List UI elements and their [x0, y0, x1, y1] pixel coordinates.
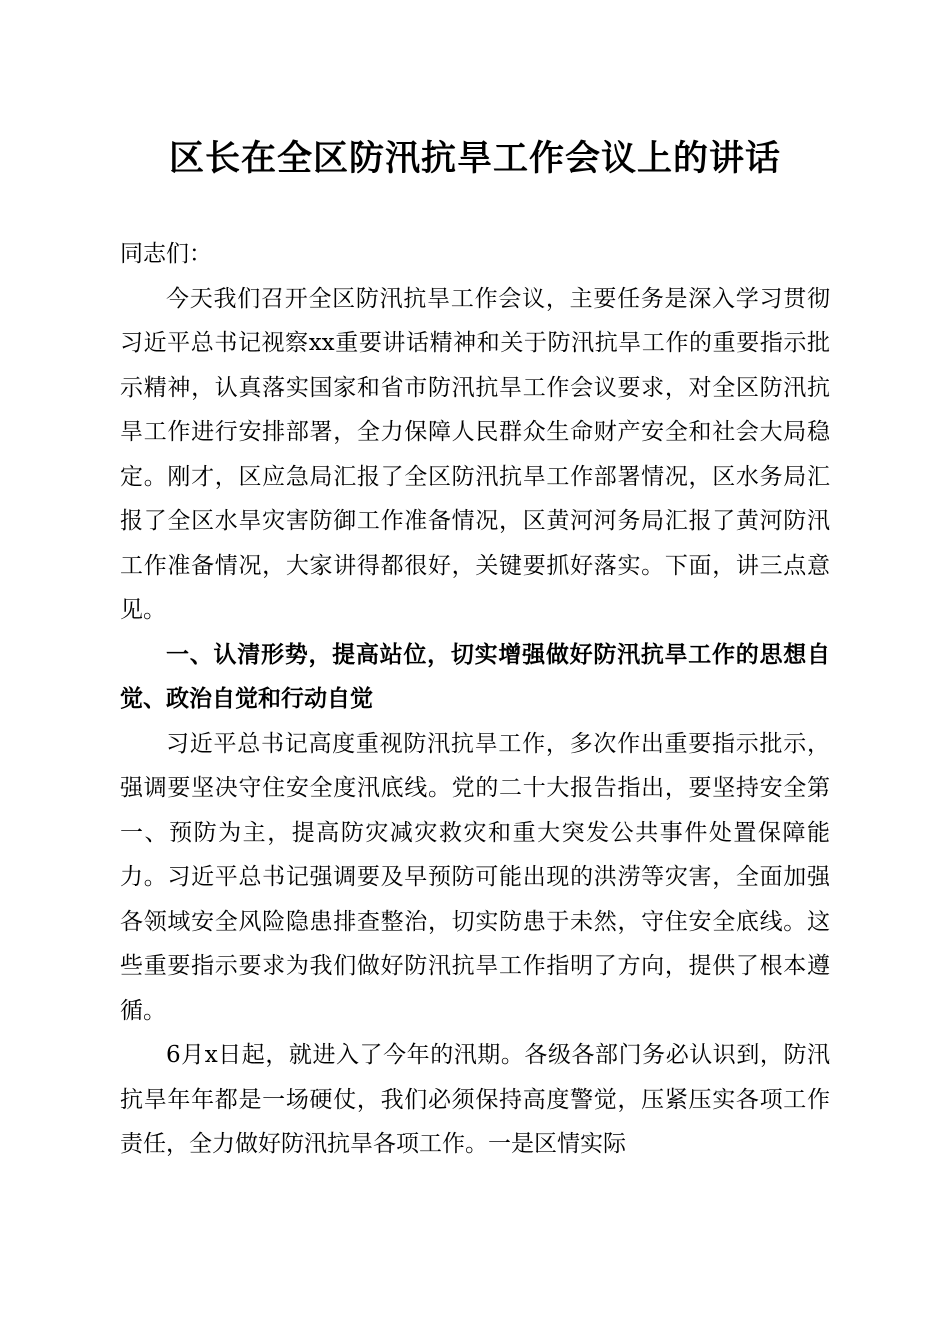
paragraph-instructions: 习近平总书记高度重视防汛抗旱工作，多次作出重要指示批示，强调要坚决守住安全度汛底线。党的二十大报告指出，要坚持安全第一、预防为主，提高防灾减灾救灾和重大突发公共事件处置保障能力。习近平总书记强调要及早预防可能出现的洪涝等灾害，全面加强各领域安全风险隐患排查整治，切实防患于未然，守住安全底线。这些重要指示要求为我们做好防汛抗旱工作指明了方向，提供了根本遵循。 — [120, 730, 830, 1024]
paragraph-opening: 今天我们召开全区防汛抗旱工作会议，主要任务是深入学习贯彻习近平总书记视察xx重要讲话精神和关于防汛抗旱工作的重要指示批示精神，认真落实国家和省市防汛抗旱工作会议要求，对全区防汛抗旱工作进行安排部署，全力保障人民群众生命财产安全和社会大局稳定。刚才，区应急局汇报了全区防汛抗旱工作部署情况，区水务局汇报了全区水旱灾害防御工作准备情况，区黄河河务局汇报了黄河防汛工作准备情况，大家讲得都很好，关键要抓好落实。下面，讲三点意见。 — [120, 285, 830, 623]
document-title: 区长在全区防汛抗旱工作会议上的讲话 — [168, 138, 781, 179]
section-heading-1: 一、认清形势，提高站位，切实增强做好防汛抗旱工作的思想自觉、政治自觉和行动自觉 — [120, 641, 830, 712]
paragraph-flood-season: 6月x日起，就进入了今年的汛期。各级各部门务必认识到，防汛抗旱年年都是一场硬仗，我们必须保持高度警觉，压紧压实各项工作责任，全力做好防汛抗旱各项工作。一是区情实际 — [120, 1042, 830, 1157]
document-body — [120, 232, 830, 1167]
salutation: 同志们： — [120, 241, 212, 267]
